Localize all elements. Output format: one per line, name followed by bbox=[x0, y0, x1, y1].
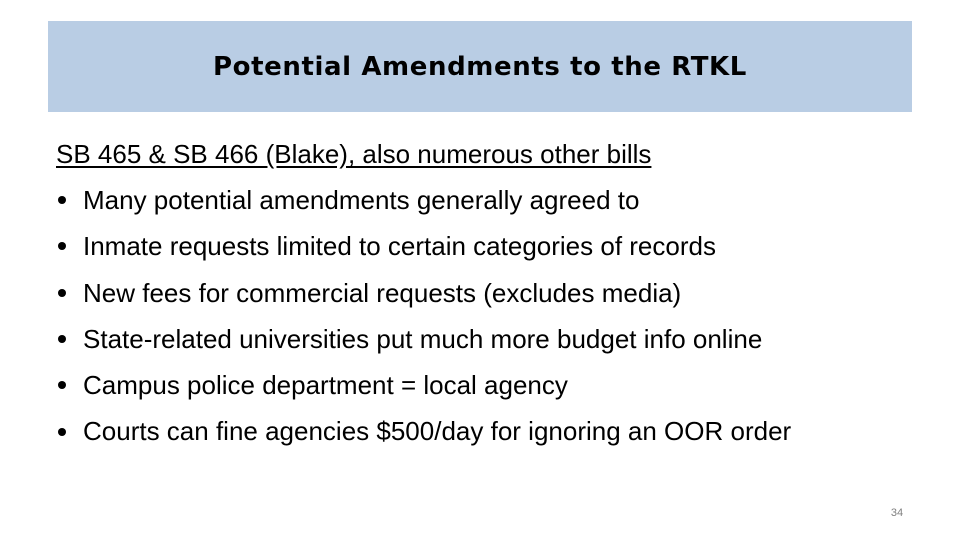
bullet-text: Courts can fine agencies $500/day for ignoring an OOR order bbox=[83, 416, 792, 447]
bullet-item bbox=[56, 223, 936, 269]
bullet-item bbox=[56, 362, 936, 408]
bullet-item bbox=[56, 270, 936, 316]
bullet-icon bbox=[58, 196, 66, 204]
bullet-icon bbox=[58, 335, 66, 343]
bullet-item bbox=[56, 177, 936, 223]
slide-title: Potential Amendments to the RTKL bbox=[213, 51, 747, 82]
bullet-list bbox=[56, 177, 936, 455]
bullet-icon bbox=[58, 289, 66, 297]
title-bar bbox=[48, 21, 912, 112]
bullet-icon bbox=[58, 381, 66, 389]
bullet-item bbox=[56, 408, 936, 454]
bullet-text: State-related universities put much more budget info online bbox=[83, 323, 763, 354]
page-number: 34 bbox=[890, 507, 904, 519]
slide-content bbox=[56, 131, 936, 455]
bullet-text: Campus police department = local agency bbox=[83, 370, 568, 401]
bullet-text: Inmate requests limited to certain categories of records bbox=[83, 231, 716, 262]
bullet-text: New fees for commercial requests (excludes media) bbox=[83, 277, 682, 308]
slide-subtitle: SB 465 & SB 466 (Blake), also numerous other bills bbox=[56, 139, 652, 169]
bullet-icon bbox=[58, 428, 66, 436]
bullet-icon bbox=[58, 242, 66, 250]
bullet-item bbox=[56, 316, 936, 362]
bullet-text: Many potential amendments generally agreed to bbox=[83, 185, 640, 215]
